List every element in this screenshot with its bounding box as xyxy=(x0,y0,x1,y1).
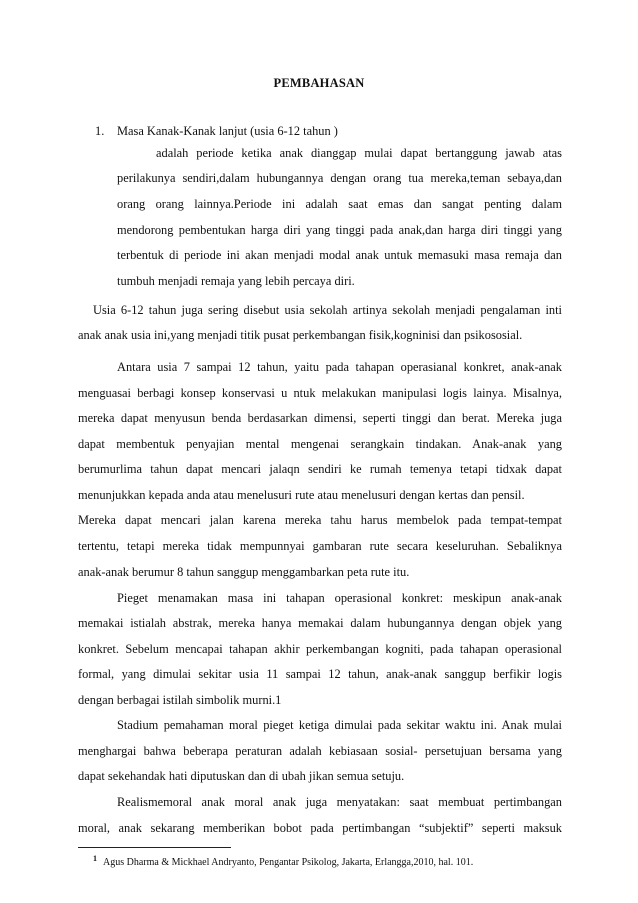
paragraph-line: menghargai bahwa beberapa peraturan adalah kebiasaan sosial- persetujuan bersama yang xyxy=(78,744,562,758)
footnote-text: Agus Dharma & Mickhael Andryanto, Pengantar Psikolog, Jakarta, Erlangga,2010, hal. 101. xyxy=(103,857,474,868)
paragraph-line: mereka dapat menyusun benda berdasarkan dimensi, seperti tinggi dan berat. Mereka juga xyxy=(78,411,562,425)
paragraph-line: tertentu, tetapi mereka tidak mempunnyai gambaran rute secara keseluruhan. Sebaliknya xyxy=(78,539,562,553)
list-item-line: orang orang lainnya.Periode ini adalah saat emas dan sangat penting dalam xyxy=(117,197,562,211)
list-item-line: tumbuh menjadi remaja yang lebih percaya diri. xyxy=(117,274,355,288)
footnote-divider xyxy=(78,847,231,848)
list-item-line: perilakunya sendiri,dalam hubungannya dengan orang tua mereka,teman sebaya,dan xyxy=(117,171,562,185)
page-title: PEMBAHASAN xyxy=(273,76,365,90)
list-item-line: adalah periode ketika anak dianggap mulai dapat bertanggung jawab atas xyxy=(156,146,562,160)
list-number: 1. xyxy=(95,124,105,138)
paragraph-line: anak anak usia ini,yang menjadi titik pusat perkembangan fisik,kogninisi dan psikososial. xyxy=(78,328,523,342)
paragraph-line: berumurlima tahun dapat mencari jalaqn sendiri ke rumah temenya tetapi tidxak dapat xyxy=(78,462,562,476)
paragraph-line: menunjukkan kepada anda atau menelusuri rute atau menelusuri dengan kertas dan pensil. xyxy=(78,488,525,502)
paragraph-line: dapat sekehandak hati diputuskan dan di ubah jikan semua setuju. xyxy=(78,769,405,783)
paragraph-line: Mereka dapat mencari jalan karena mereka tahu harus membelok pada tempat-tempat xyxy=(78,513,562,527)
list-item-line: mendorong pembentukan harga diri yang tinggi pada anak,dan harga diri tinggi yang xyxy=(117,223,562,237)
list-item-title: Masa Kanak-Kanak lanjut (usia 6-12 tahun ) xyxy=(117,124,338,138)
paragraph-line: anak-anak berumur 8 tahun sanggup menggambarkan peta rute itu. xyxy=(78,565,410,579)
paragraph-line: moral, anak sekarang memberikan bobot pada pertimbangan “subjektif” seperti maksuk xyxy=(78,821,562,835)
paragraph-line: memakai istialah abstrak, mereka hanya memakai dalam hubungannya dengan objek yang xyxy=(78,616,562,630)
paragraph-line: menguasai berbagi konsep konservasi u ntuk melakukan manipulasi logis lainya. Misalnya, xyxy=(78,386,562,400)
paragraph-line: Realismemoral anak moral anak juga menyatakan: saat membuat pertimbangan xyxy=(117,795,562,809)
paragraph-line: dapat membentuk penyajian mental mengenai serangkain tindakan. Anak-anak yang xyxy=(78,437,562,451)
paragraph-line: formal, yang dimulai sekitar usia 11 sampai 12 tahun, anak-anak sanggup berfikir logis xyxy=(78,667,562,681)
list-item-line: terbentuk di periode ini akan menjadi modal anak untuk memasuki masa remaja dan xyxy=(117,248,562,262)
paragraph-line: Antara usia 7 sampai 12 tahun, yaitu pada tahapan operasianal konkret, anak-anak xyxy=(117,360,562,374)
paragraph-line: Stadium pemahaman moral pieget ketiga dimulai pada sekitar waktu ini. Anak mulai xyxy=(117,718,562,732)
paragraph-line: dengan berbagai istilah simbolik murni.1 xyxy=(78,693,282,707)
paragraph-line: konkret. Sebelum mencapai tahapan akhir perkembangan kogniti, pada tahapan operasional xyxy=(78,642,562,656)
paragraph-line: Usia 6-12 tahun juga sering disebut usia sekolah artinya sekolah menjadi pengalaman inti xyxy=(93,303,562,317)
footnote xyxy=(93,852,473,870)
footnote-marker: 1 xyxy=(93,854,97,863)
paragraph-line: Pieget menamakan masa ini tahapan operasional konkret: meskipun anak-anak xyxy=(117,591,562,605)
